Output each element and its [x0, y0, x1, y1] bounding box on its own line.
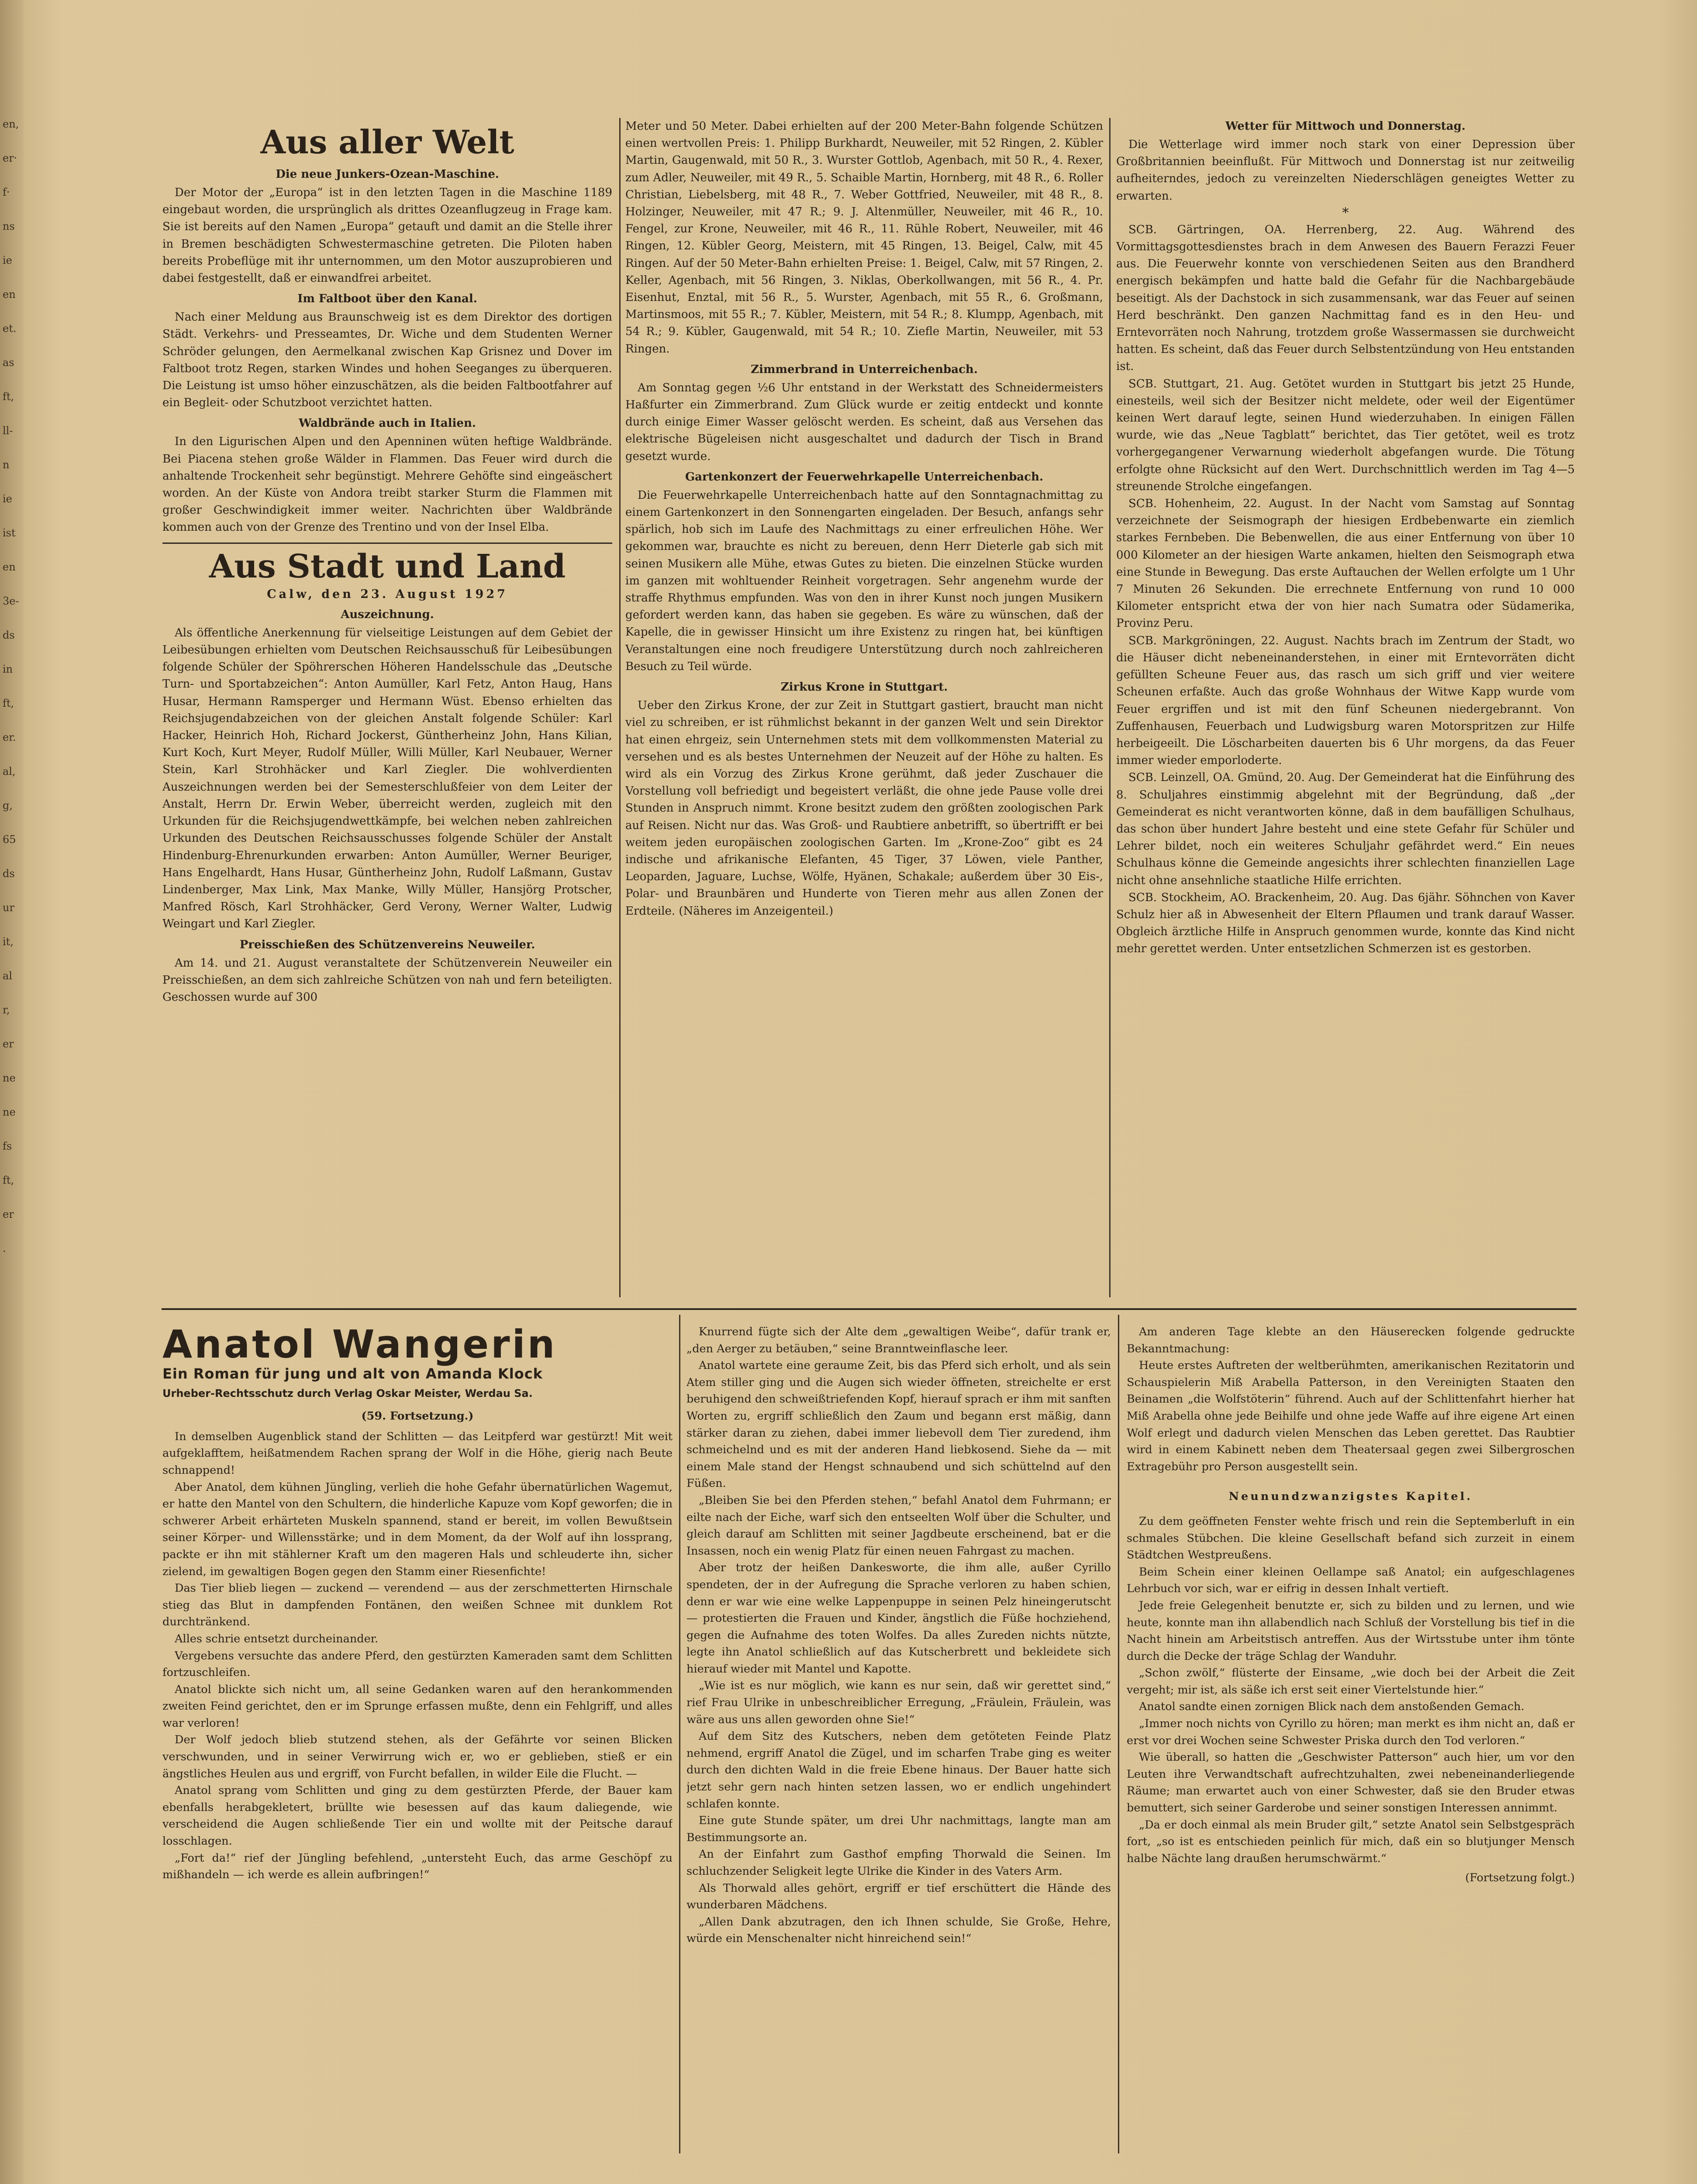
novel-title: Anatol Wangerin	[162, 1324, 557, 1367]
novel-paragraph: „Wie ist es nur möglich, wie kann es nur sein, daß wir gerettet sind,“ rief Frau Ulrike in unbeschreiblicher Erregung, „Fräulein, Fräulein, was wäre aus uns allen geworden ohne Sie!“	[686, 1679, 1111, 1726]
article-heading: Die neue Junkers-Ozean-Maschine.	[276, 168, 499, 181]
article-heading: Waldbrände auch in Italien.	[299, 417, 476, 430]
section-heading-aus-aller-welt: Aus aller Welt	[260, 124, 514, 161]
novel-rule-2	[1118, 1315, 1119, 2153]
strip-fragment: al	[3, 970, 12, 982]
strip-fragment: er	[3, 1038, 14, 1050]
novel-paragraph: Vergebens versuchte das andere Pferd, den gestürzten Kameraden samt dem Schlitten fortzuschleifen.	[162, 1649, 673, 1679]
strip-fragment: en,	[3, 118, 19, 130]
article-heading: Gartenkonzert der Feuerwehrkapelle Unterreichenbach.	[685, 470, 1044, 484]
article-paragraph: Nach einer Meldung aus Braunschweig ist es dem Direktor des dortigen Städt. Verkehrs- und Presseamtes, Dr. Wiche und dem Studenten Werner Schröder gelungen, den Aermelkanal zwischen Kap Grisnez und Dover im Faltboot trotz Regen, starken Windes und hohen Seeganges zu überqueren. Die Leistung ist umso höher einzuschätzen, als die beiden Faltbootfahrer auf ein Begleit- oder Schutzboot verzichtet hatten.	[162, 311, 612, 410]
novel-paragraph: Anatol wartete eine geraume Zeit, bis das Pferd sich erholt, und als sein Atem stiller ging und die Augen sich wieder öffneten, streichelte er erst beruhigend den schweißtriefenden Kopf, hierauf sprach er ihm mit sanften Worten zu, ergriff schließlich den Zaum und begann erst mäßig, dann stärker daran zu ziehen, dabei immer liebevoll dem Tier zuredend, ihm schmeichelnd und es mit der anderen Hand liebkosend. Siehe da — mit einem Male stand der Hengst schnaubend und sich schüttelnd auf den Füßen.	[686, 1359, 1111, 1490]
article-heading: Auszeichnung.	[341, 608, 434, 621]
novel-paragraph: Zu dem geöffneten Fenster wehte frisch und rein die Septemberluft in ein schmales Stübchen. Die kleine Gesellschaft befand sich zurzeit in einem Städtchen Westpreußens.	[1127, 1514, 1575, 1562]
novel-copyright: Urheber-Rechtsschutz durch Verlag Oskar Meister, Werdau Sa.	[162, 1387, 533, 1400]
column-rule-2	[1109, 118, 1111, 1297]
strip-fragment: al,	[3, 765, 16, 778]
article-heading: Zirkus Krone in Stuttgart.	[780, 681, 948, 694]
heading-rule	[162, 543, 612, 544]
strip-fragment: 3e-	[3, 595, 19, 607]
weather-paragraph: Die Wetterlage wird immer noch stark von einer Depression über Großbritannien beeinflußt. Für Mittwoch und Donnerstag ist nur zeitweilig aufheiterndes, jedoch zu vereinzelten Niederschlägen geneigtes Wetter zu erwarten.	[1116, 138, 1575, 203]
novel-paragraph: Alles schrie entsetzt durcheinander.	[175, 1632, 379, 1645]
novel-paragraph: Heute erstes Auftreten der weltberühmten, amerikanischen Rezitatorin und Schauspielerin Miß Arabella Patterson, in den Vereinigten Staaten den Beinamen „die Wolfstöterin“ führend. Auch auf der Schlittenfahrt hierher hat Miß Arabella ohne jede Beihilfe und ohne jede Waffe auf ihre eigene Art einen Wolf erlegt und dadurch vielen Menschen das Leben gerettet. Das Raubtier wird in einem Kabinett neben dem Theatersaal gegen zwei Silbergroschen Extragebühr pro Person ausgestellt sein.	[1127, 1359, 1575, 1473]
strip-fragment: ist	[3, 527, 16, 539]
novel-paragraph: Knurrend fügte sich der Alte dem „gewaltigen Weibe“, dafür trank er, „den Aerger zu betäuben,“ seine Branntweinflasche leer.	[686, 1325, 1111, 1355]
strip-fragment: en	[3, 288, 16, 301]
chapter-heading: Neunundzwanzigstes Kapitel.	[1228, 1490, 1473, 1503]
column-middle	[625, 118, 1103, 1302]
strip-fragment: er	[3, 1208, 14, 1220]
novel-paragraph: „Allen Dank abzutragen, den ich Ihnen schulde, Sie Große, Hehre, würde ein Menschenalter nicht hinreichend sein!“	[686, 1915, 1111, 1946]
strip-fragment: ne	[3, 1106, 16, 1118]
article-paragraph: Die Feuerwehrkapelle Unterreichenbach hatte auf den Sonntagnachmittag zu einem Gartenkonzert in den Sonnengarten eingeladen. Der Besuch, anfangs sehr spärlich, hob sich im Laufe des Nachmittags zu einer erfreulichen Höhe. Wer gekommen war, brauchte es nicht zu bereuen, denn Herr Dieterle gab sich mit seinen Musikern alle Mühe, etwas Gutes zu bieten. Die einzelnen Stücke wurden im ganzen mit wohltuender Reinheit vorgetragen. Sehr angenehm wurde der straffe Rhythmus empfunden. Was von den in ihrer Kunst noch jungen Musikern gefordert werden kann, das haben sie gegeben. Es wäre zu wünschen, daß der Kapelle, die in gewisser Hinsicht um ihre Existenz zu ringen hat, bei künftigen Veranstaltungen eine noch freudigere Unterstützung durch noch zahlreicheren Besuch zu Teil würde.	[625, 488, 1103, 673]
strip-fragment: ie	[3, 493, 12, 505]
strip-fragment: n	[3, 459, 10, 471]
strip-fragment: ne	[3, 1072, 16, 1084]
article-heading: Im Faltboot über den Kanal.	[297, 292, 477, 306]
novel-paragraph: Der Wolf jedoch blieb stutzend stehen, als der Gefährte vor seinen Blicken verschwunden, und in seiner Verwirrung wich er, wo er geblieben, stieß er ein ängstliches Heulen aus und ergriff, von Furcht befallen, in wilder Eile die Flucht. —	[162, 1733, 673, 1780]
strip-fragment: .	[3, 1242, 6, 1254]
novel-column-1	[162, 1324, 673, 2149]
novel-column-2	[686, 1324, 1111, 2149]
novel-paragraph: Wie überall, so hatten die „Geschwister Patterson“ auch hier, um vor den Leuten ihre Verwandtschaft aufrechtzuhalten, zwei nebeneinanderliegende Räume; man erwartet auch von einer Schwester, daß sie den Bruder etwas bemuttert, sich seiner Garderobe und seiner sonstigen Interessen annimmt.	[1127, 1751, 1575, 1815]
article-paragraph: Als öffentliche Anerkennung für vielseitige Leistungen auf dem Gebiet der Leibesübungen erhielten vom Deutschen Reichsausschuß für Leibesübungen folgende Schüler der Spöhrerschen Höheren Handelsschule das „Deutsche Turn- und Sportabzeichen“: Anton Aumüller, Karl Fetz, Anton Haug, Hans Husar, Hermann Ramsperger und Hermann Wüst. Ebenso erhielten das Reichsjugendabzeichen von der gleichen Anstalt folgende Schüler: Karl Hacker, Heinrich Hoh, Richard Jockerst, Güntherheinz John, Hans Kilian, Kurt Koch, Kurt Meyer, Rudolf Müller, Willi Müller, Karl Neubauer, Werner Stein, Karl Strohhäcker und Karl Ziegler. Die wohlverdienten Auszeichnungen werden bei der Semesterschlußfeier von dem Leiter der Anstalt, Herrn Dr. Erwin Weber, überreicht werden, zugleich mit den Urkunden für die Reichsjugendwettkämpfe, bei welchen neben zahlreichen Urkunden des Deutschen Reichsausschusses folgende Schüler der Anstalt Hindenburg-Ehrenurkunden erwarben: Anton Aumüller, Werner Beuriger, Hans Engelhardt, Hans Husar, Güntherheinz John, Rudolf Laßmann, Gustav Lindenberger, Max Link, Max Manke, Willy Müller, Hansjörg Protscher, Manfred Rösch, Karl Strohhäcker, Gerd Verony, Werner Walter, Ludwig Weingart und Karl Ziegler.	[162, 626, 612, 931]
novel-paragraph: „Bleiben Sie bei den Pferden stehen,“ befahl Anatol dem Fuhrmann; er eilte nach der Eiche, warf sich den entseelten Wolf über die Schulter, und gleich darauf am Schlitten mit seiner Jagdbeute erscheinend, bat er die Insassen, noch ein wenig Platz für einen neuen Fahrgast zu machen.	[686, 1493, 1111, 1558]
strip-fragment: ie	[3, 254, 12, 266]
novel-column-3	[1127, 1324, 1575, 2149]
news-item: SCB. Stockheim, AO. Brackenheim, 20. Aug. Das 6jähr. Söhnchen von Kaver Schulz hier aß in Abwesenheit der Eltern Pflaumen und trank darauf Wasser. Obgleich ärztliche Hilfe in Anspruch genommen wurde, konnte das Kind nicht mehr gerettet werden. Unter entsetzlichen Schmerzen ist es gestorben.	[1116, 891, 1575, 956]
article-paragraph: Am 14. und 21. August veranstaltete der Schützenverein Neuweiler ein Preisschießen, an dem sich zahlreiche Schützen von nah und fern beteiligten. Geschossen wurde auf 300	[162, 956, 612, 1004]
novel-paragraph: Aber Anatol, dem kühnen Jüngling, verlieh die hohe Gefahr übernatürlichen Wagemut, er hatte den Mantel von den Schultern, die hinderliche Kapuze vom Kopf geworfen; die in schwerer Arbeit erhärteten Muskeln spannend, stand er bereit, im vollen Bewußtsein seiner Körper- und Willensstärke; und in dem Moment, da der Wolf auf ihn lossprang, packte er ihn mit stählerner Kraft um den mageren Hals und schleuderte ihn, sicher zielend, im gewaltigen Bogen gegen den Stamm einer Riesenfichte!	[162, 1480, 673, 1578]
news-item: SCB. Leinzell, OA. Gmünd, 20. Aug. Der Gemeinderat hat die Einführung des 8. Schuljahres einstimmig abgelehnt mit der Begründung, daß „der Gemeinderat es nicht verantworten könne, daß in dem baufälligen Schulhaus, das schon über hundert Jahre besteht und eine stete Gefahr für Schüler und Lehrer bildet, noch ein weiteres Schuljahr gefährdet werd.“ Ein neues Schulhaus könne die Gemeinde angesichts ihrer schlechten finanziellen Lage nicht ohne ansehnliche staatliche Hilfe errichten.	[1116, 771, 1575, 887]
column-rule-1	[619, 118, 621, 1297]
novel-paragraph: Jede freie Gelegenheit benutzte er, sich zu bilden und zu lernen, und wie heute, konnte man ihn allabendlich nach Schluß der Vorstellung bis tief in die Nacht hinein am Arbeitstisch antreffen. Aus der Wirtsstube unter ihm tönte durch die Decke der träge Schlag der Wanduhr.	[1127, 1599, 1575, 1663]
article-paragraph: In den Ligurischen Alpen und den Apenninen wüten heftige Waldbrände. Bei Piacena stehen große Wälder in Flammen. Das Feuer wird durch die anhaltende Trockenheit sehr begünstigt. Mehrere Gehöfte sind eingeäschert worden. An der Küste von Andora treibt starker Sturm die Flammen mit großer Geschwindigkeit immer weiter. Nachrichten über Waldbrände kommen auch von der Grenze des Trentino und von der Insel Elba.	[162, 435, 612, 534]
news-item: SCB. Stuttgart, 21. Aug. Getötet wurden in Stuttgart bis jetzt 25 Hunde, einesteils, weil sich der Besitzer nicht meldete, oder weil der Eigentümer keinen Wert darauf legte, seinen Hund wiederzuhaben. In einigen Fällen wurde, wie das „Neue Tagblatt“ berichtet, das Tier getötet, weil es trotz vorhergegangener Verwarnung wiederholt abgefangen wurde. Die Tötung erfolgte ohne Rücksicht auf den Wert. Durchschnittlich werden im Tag 4—5 streunende Strolche eingefangen.	[1116, 377, 1575, 493]
novel-paragraph: „Immer noch nichts von Cyrillo zu hören; man merkt es ihm nicht an, daß er erst vor drei Wochen seine Schwester Priska durch den Tod verloren.“	[1127, 1717, 1575, 1747]
novel-paragraph: Auf dem Sitz des Kutschers, neben dem getöteten Feinde Platz nehmend, ergriff Anatol die Zügel, und im scharfen Trabe ging es weiter durch den dichten Wald in die freie Ebene hinaus. Der Bauer hatte sich jetzt sehr gern nach hinten setzen lassen, wo er endlich ungehindert schlafen konnte.	[686, 1730, 1111, 1811]
strip-fragment: f·	[3, 186, 10, 198]
novel-paragraph: Anatol sprang vom Schlitten und ging zu dem gestürzten Pferde, der Bauer kam ebenfalls herabgekletert, brüllte wie besessen auf das kaum daliegende, wie verscheidend die Augen schließende Tier ein und wollte mit der Peitsche darauf losschlagen.	[162, 1784, 673, 1848]
strip-fragment: in	[3, 663, 13, 675]
novel-paragraph: Aber trotz der heißen Dankesworte, die ihm alle, außer Cyrillo spendeten, der in der Aufregung die Sprache verloren zu haben schien, denn er war wie eine welke Lappenpuppe in seinen Pelz hineingerutscht — protestierten die Frauen und Kinder, ängstlich die Füße hochziehend, gegen die Aufnahme des toten Wolfes. Da alles Zureden nichts nützte, legte ihn Anatol schließlich auf das Kutscherbrett und bekleidete sich hierauf wieder mit Mantel und Kapotte.	[686, 1561, 1111, 1676]
strip-fragment: er.	[3, 731, 16, 743]
novel-subtitle: Ein Roman für jung und alt von Amanda Klock	[162, 1365, 543, 1382]
adjacent-page-strip	[0, 0, 24, 2184]
novel-paragraph: „Fort da!“ rief der Jüngling befehlend, „untersteht Euch, das arme Geschöpf zu mißhandeln — ich werde es allein aufbringen!“	[162, 1851, 673, 1882]
strip-fragment: er·	[3, 152, 17, 164]
novel-rule-1	[679, 1315, 680, 2153]
column-left	[162, 118, 612, 1302]
news-item: SCB. Hohenheim, 22. August. In der Nacht vom Samstag auf Sonntag verzeichnete der Seismograph der hiesigen Erdbebenwarte ein ziemlich starkes Fernbeben. Die Bebenwellen, die aus einer Entfernung von über 10 000 Kilometer an der hiesigen Warte ankamen, hielten den Seismograph etwa eine Stunde in Bewegung. Das erste Auftauchen der Wellen erfolgte um 1 Uhr 7 Minuten 26 Sekunden. Die errechnete Entfernung von rund 10 000 Kilometer entspricht etwa der von hier nach Sumatra oder Südamerika, Provinz Peru.	[1116, 497, 1575, 630]
novel-paragraph: Eine gute Stunde später, um drei Uhr nachmittags, langte man am Bestimmungsorte an.	[686, 1814, 1111, 1844]
novel-paragraph: Als Thorwald alles gehört, ergriff er tief erschüttert die Hände des wunderbaren Mädchens.	[686, 1881, 1111, 1912]
novel-paragraph: „Da er doch einmal als mein Bruder gilt,“ setzte Anatol sein Selbstgespräch fort, „so ist es entschieden peinlich für mich, daß ein so blutjunger Mensch halbe Nächte lang draußen herumschwärmt.“	[1127, 1818, 1575, 1865]
article-paragraph: Am Sonntag gegen ½6 Uhr entstand in der Werkstatt des Schneidermeisters Haßfurter ein Zimmerbrand. Zum Glück wurde er zeitig entdeckt und konnte durch einige Eimer Wasser gelöscht werden. Es scheint, daß aus Versehen das elektrische Bügeleisen nicht ausgeschaltet und dadurch der Tisch in Brand gesetzt wurde.	[625, 381, 1103, 463]
strip-fragment: ds	[3, 867, 15, 880]
novel-paragraph: Das Tier blieb liegen — zuckend — verendend — aus der zerschmetterten Hirnschale stieg das Blut in dampfenden Fontänen, den weißen Schnee mit dunklem Rot durchtränkend.	[162, 1582, 673, 1629]
strip-fragment: 65	[3, 833, 16, 846]
strip-fragment: ft,	[3, 697, 14, 709]
novel-paragraph: Beim Schein einer kleinen Oellampe saß Anatol; ein aufgeschlagenes Lehrbuch vor sich, war er eifrig in dessen Inhalt vertieft.	[1127, 1565, 1575, 1596]
column-right	[1116, 118, 1575, 1302]
news-item: SCB. Gärtringen, OA. Herrenberg, 22. Aug. Während des Vormittagsgottesdienstes brach in dem Anwesen des Bauern Ferazzi Feuer aus. Die Feuerwehr konnte von verschiedenen Seiten aus den Brandherd energisch bekämpfen und hatte bald die Gefahr für die Nachbargebäude beseitigt. Als der Dachstock in sich zusammensank, war das Feuer auf seinen Herd beschränkt. Den ganzen Nachmittag fand es in den Heu- und Erntevorräten noch Nahrung, trotzdem große Wassermassen sie durchweicht hatten. Es scheint, daß das Feuer durch Selbstentzündung von Heu entstanden ist.	[1116, 223, 1575, 373]
section-rule	[162, 1308, 1576, 1310]
strip-fragment: it,	[3, 936, 14, 948]
strip-fragment: ur	[3, 902, 14, 914]
strip-fragment: en	[3, 561, 16, 573]
novel-paragraph: In demselben Augenblick stand der Schlitten — das Leitpferd war gestürzt! Mit weit aufgeklafftem, heißatmendem Rachen sprang der Wolf in die Höhe, gierig nach Beute schnappend!	[162, 1430, 673, 1477]
article-paragraph: Meter und 50 Meter. Dabei erhielten auf der 200 Meter-Bahn folgende Schützen einen wertvollen Preis: 1. Philipp Burkhardt, Neuweiler, mit 52 Ringen, 2. Kübler Martin, Gaugenwald, mit 50 R., 3. Wurster Gottlob, Agenbach, mit 50 R., 4. Rexer, zum Adler, Neuweiler, mit 49 R., 5. Schaible Martin, Hornberg, mit 48 R., 6. Roller Christian, Liebelsberg, mit 48 R., 7. Weber Gottfried, Neuweiler, mit 48 R., 8. Holzinger, Neuweiler, mit 47 R.; 9. J. Altenmüller, Neuweiler, mit 46 R., 10. Fengel, zur Krone, Neuweiler, mit 46 R., 11. Rühle Robert, Neuweiler, mit 46 Ringen, 12. Kübler Georg, Meistern, mit 45 Ringen, 13. Beigel, Calw, mit 45 Ringen. Auf der 50 Meter-Bahn erhielten Preise: 1. Beigel, Calw, mit 57 Ringen, 2. Keller, Agenbach, mit 56 Ringen, 3. Niklas, Oberkollwangen, mit 56 R., 4. Pr. Eisenhut, Enztal, mit 56 R., 5. Wurster, Agenbach, mit 55 R., 6. Großmann, Martinsmoos, mit 55 R.; 7. Kübler, Meistern, mit 54 R.; 8. Klumpp, Agenbach, mit 54 R.; 9. Kübler, Gaugenwald, mit 54 R.; 10. Ziefle Martin, Neuweiler, mit 53 Ringen.	[625, 120, 1103, 356]
article-paragraph: Der Motor der „Europa“ ist in den letzten Tagen in die Maschine 1189 eingebaut worden, die ursprünglich als drittes Ozeanflugzeug in Frage kam. Sie ist bereits auf den Namen „Europa“ getauft und damit an die Stelle ihrer in Bremen beschädigten Schwestermaschine getreten. Die Piloten haben bereits Probeflüge mit ihr unternommen, um den Motor auszuprobieren und dabei festgestellt, daß er einwandfrei arbeitet.	[162, 186, 612, 285]
strip-fragment: ns	[3, 220, 15, 232]
article-heading: Preisschießen des Schützenvereins Neuweiler.	[239, 938, 535, 951]
strip-fragment: ll-	[3, 425, 13, 437]
strip-fragment: fs	[3, 1140, 12, 1152]
dateline: Calw, den 23. August 1927	[267, 587, 508, 601]
novel-paragraph: „Schon zwölf,“ flüsterte der Einsame, „wie doch bei der Arbeit die Zeit vergeht; mir ist, als säße ich erst seit einer Viertelstunde hier.“	[1127, 1666, 1575, 1697]
strip-fragment: r,	[3, 1004, 10, 1016]
novel-paragraph: Am anderen Tage klebte an den Häuserecken folgende gedruckte Bekanntmachung:	[1127, 1325, 1575, 1355]
section-heading-aus-stadt-und-land: Aus Stadt und Land	[209, 547, 566, 585]
continuation-note: (Fortsetzung folgt.)	[1465, 1871, 1575, 1885]
novel-paragraph: Anatol blickte sich nicht um, all seine Gedanken waren auf den herankommenden zweiten Feind gerichtet, den er im Sprunge erfassen mußte, denn ein Fehlgriff, und alles war verloren!	[162, 1683, 673, 1730]
installment-number: (59. Fortsetzung.)	[361, 1410, 474, 1423]
strip-fragment: g,	[3, 799, 13, 812]
strip-fragment: ft,	[3, 390, 14, 403]
strip-fragment: ds	[3, 629, 15, 641]
article-heading: Zimmerbrand in Unterreichenbach.	[751, 363, 978, 376]
novel-paragraph: An der Einfahrt zum Gasthof empfing Thorwald die Seinen. Im schluchzender Seligkeit legte Ulrike die Kinder in des Vaters Arm.	[686, 1848, 1111, 1878]
novel-paragraph: Anatol sandte einen zornigen Blick nach dem anstoßenden Gemach.	[1139, 1700, 1525, 1714]
strip-fragment: as	[3, 356, 14, 369]
news-item: SCB. Markgröningen, 22. August. Nachts brach im Zentrum der Stadt, wo die Häuser dicht nebeneinanderstehen, in einer mit Erntevorräten dicht gefüllten Scheune Feuer aus, das rasch um sich griff und vier weitere Scheunen erfaßte. Auch das große Wohnhaus der Witwe Kapp wurde vom Feuer ergriffen und ist mit den fünf Scheunen niedergebrannt. Von Zuffenhausen, Feuerbach und Ludwigsburg waren Motorspritzen zur Hilfe herbeigeeilt. Die Löscharbeiten dauerten bis 6 Uhr morgens, da das Feuer immer wieder emporloderte.	[1116, 634, 1575, 767]
article-paragraph: Ueber den Zirkus Krone, der zur Zeit in Stuttgart gastiert, braucht man nicht viel zu schreiben, er ist rühmlichst bekannt in der ganzen Welt und sein Direktor hat einen ehrgeiz, sein Unternehmen stets mit dem vollkommensten Material zu versehen und es als bestes Unternehmen der Neuzeit auf der Höhe zu halten. Es wird als ein Vorzug des Zirkus Krone gerühmt, daß jeder Zuschauer die Vorstellung voll befriedigt und begeistert verläßt, die ohne jede Pause volle drei Stunden in Anspruch nimmt. Krone besitzt zudem den größten zoologischen Park auf Reisen. Nicht nur das. Was Groß- und Raubtiere anbetrifft, so übertrifft er bei weitem jeden europäischen zoologischen Garten. Im „Krone-Zoo“ gibt es 24 indische und afrikanische Elefanten, 45 Tiger, 37 Löwen, viele Panther, Leoparden, Jaguare, Luchse, Wölfe, Hyänen, Schakale; außerdem über 30 Eis-, Polar- und Braunbären und Hunderte von Tieren mehr aus allen Zonen der Erdteile. (Näheres im Anzeigenteil.)	[625, 699, 1103, 918]
weather-heading: Wetter für Mittwoch und Donnerstag.	[1225, 120, 1466, 133]
separator-star: *	[1342, 205, 1349, 221]
strip-fragment: et.	[3, 322, 17, 335]
strip-fragment: ft,	[3, 1174, 14, 1186]
